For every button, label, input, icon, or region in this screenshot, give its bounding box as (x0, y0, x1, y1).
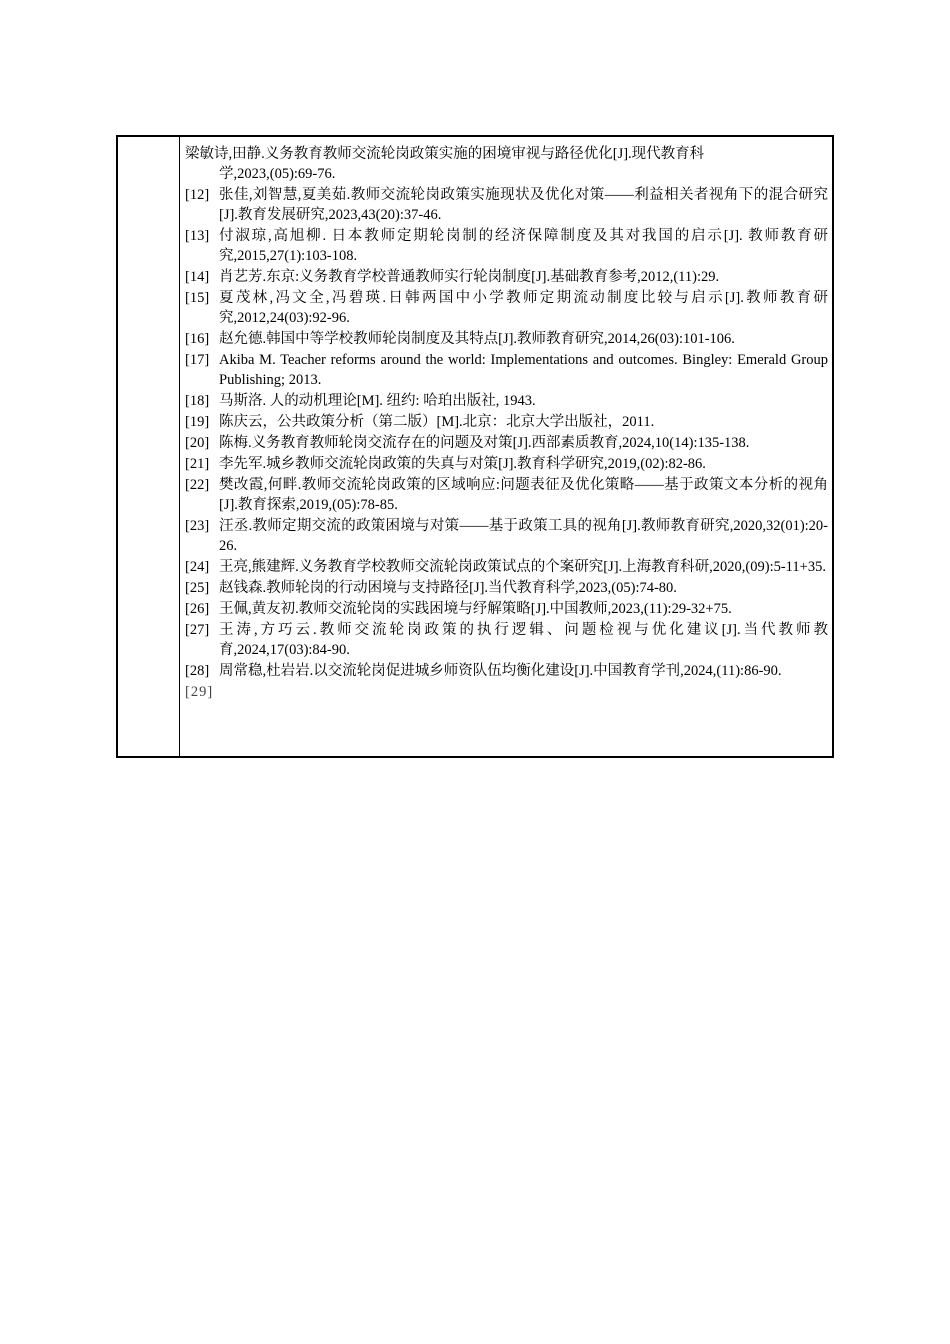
reference-number: [26] (185, 601, 210, 617)
reference-text: 赵允德.韩国中等学校教师轮岗制度及其特点[J].教师教育研究,2014,26(03):101-106. (219, 331, 735, 347)
reference-number: [16] (185, 331, 210, 347)
reference-text: 周常稳,杜岩岩.以交流轮岗促进城乡师资队伍均衡化建设[J].中国教育学刊,2024,(11):86-90. (219, 663, 782, 679)
reference-text: 赵钱森.教师轮岗的行动困境与支持路径[J].当代教育科学,2023,(05):74-80. (219, 580, 677, 596)
reference-text: 张佳,刘智慧,夏美茹.教师交流轮岗政策实施现状及优化对策——利益相关者视角下的混合研究[J].教育发展研究,2023,43(20):37-46. (219, 187, 828, 223)
reference-text: 樊改霞,何畔.教师交流轮岗政策的区域响应:问题表征及优化策略——基于政策文本分析的视角[J].教育探索,2019,(05):78-85. (219, 477, 828, 513)
reference-item (185, 412, 828, 432)
reference-text: 马斯洛. 人的动机理论[M]. 纽约: 哈珀出版社, 1943. (219, 393, 536, 409)
reference-item (185, 226, 828, 266)
reference-item (185, 620, 828, 660)
reference-text: 肖艺芳.东京:义务教育学校普通教师实行轮岗制度[J].基础教育参考,2012,(11):29. (219, 269, 720, 285)
reference-item (185, 557, 828, 577)
reference-number: [15] (185, 290, 210, 306)
reference-number: [19] (185, 414, 210, 430)
reference-number: [21] (185, 456, 210, 472)
reference-item (185, 185, 828, 225)
reference-item (185, 391, 828, 411)
reference-number: [12] (185, 187, 210, 203)
reference-continuation-rest: 学,2023,(05):69-76. (219, 166, 336, 182)
reference-number: [27] (185, 622, 210, 638)
reference-item (185, 475, 828, 515)
reference-continuation (185, 144, 828, 184)
reference-text: 王亮,熊建辉.义务教育学校教师交流轮岗政策试点的个案研究[J].上海教育科研,2020,(09):5-11+35. (219, 559, 826, 575)
reference-number: [23] (185, 518, 210, 534)
reference-number: [14] (185, 269, 210, 285)
reference-text: 李先军.城乡教师交流轮岗政策的失真与对策[J].教育科学研究,2019,(02):82-86. (219, 456, 706, 472)
reference-number: [24] (185, 559, 210, 575)
table-left-cell (118, 137, 180, 756)
reference-text: 王佩,黄友初.教师交流轮岗的实践困境与纾解策略[J].中国教师,2023,(11):29-32+75. (219, 601, 732, 617)
reference-item (185, 661, 828, 681)
reference-number: [18] (185, 393, 210, 409)
reference-text: 陈梅.义务教育教师轮岗交流存在的问题及对策[J].西部素质教育,2024,10(14):135-138. (219, 435, 750, 451)
reference-text: 付淑琼,高旭柳. 日本教师定期轮岗制的经济保障制度及其对我国的启示[J]. 教师教育研究,2015,27(1):103-108. (219, 228, 828, 264)
trailing-reference-number: [29] (185, 684, 214, 700)
reference-item (185, 454, 828, 474)
reference-item (185, 329, 828, 349)
reference-text: 汪丞.教师定期交流的政策困境与对策——基于政策工具的视角[J].教师教育研究,2020,32(01):20-26. (219, 518, 828, 554)
reference-number: [17] (185, 352, 210, 368)
reference-table (116, 135, 834, 758)
reference-list (185, 185, 828, 681)
reference-text: 夏茂林,冯文全,冯碧瑛.日韩两国中小学教师定期流动制度比较与启示[J].教师教育研究,2012,24(03):92-96. (219, 290, 828, 326)
reference-number: [20] (185, 435, 210, 451)
reference-text: 王涛,方巧云.教师交流轮岗政策的执行逻辑、问题检视与优化建议[J].当代教师教育,2024,17(03):84-90. (219, 622, 828, 658)
reference-item (185, 267, 828, 287)
reference-number: [28] (185, 663, 210, 679)
reference-number: [13] (185, 228, 210, 244)
references-cell (180, 137, 832, 756)
reference-item (185, 350, 828, 390)
reference-text: 陈庆云，公共政策分析（第二版）[M].北京：北京大学出版社，2011. (219, 414, 655, 430)
reference-number: [25] (185, 580, 210, 596)
reference-item (185, 599, 828, 619)
reference-item (185, 516, 828, 556)
reference-item (185, 578, 828, 598)
reference-item (185, 288, 828, 328)
reference-text: Akiba M. Teacher reforms around the world: Implementations and outcomes. Bingley: Emerald Group Publishing; 2013. (219, 352, 828, 388)
reference-continuation-first-line: 梁敏诗,田静.义务教育教师交流轮岗政策实施的困境审视与路径优化[J].现代教育科 (185, 146, 705, 162)
reference-item (185, 433, 828, 453)
reference-number: [22] (185, 477, 210, 493)
